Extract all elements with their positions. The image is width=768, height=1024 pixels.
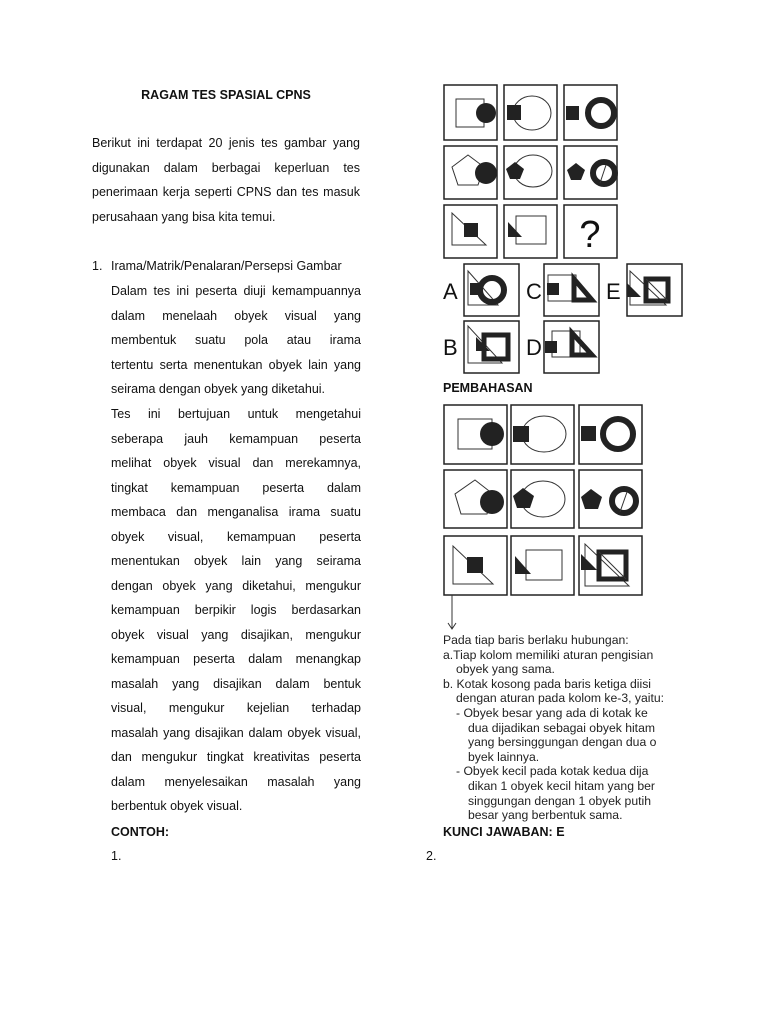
section-paragraph-2 (111, 402, 361, 819)
intro-line: perusahaan yang bisa kita temui. (92, 209, 276, 224)
para-line: membaca dan menganalisa irama suatu (111, 505, 361, 519)
explanation-line: a.Tiap kolom memiliki aturan pengisian (443, 647, 654, 662)
explanation-line: yang bersinggungan dengan dua o (468, 735, 657, 750)
para-line: masalah yang disajikan dalam bentuk (111, 676, 361, 691)
para-line: dengan obyek yang diketahui, mengukur (111, 578, 361, 593)
option-label: B (443, 335, 458, 360)
explanation-line: dikan 1 obyek kecil hitam yang ber (468, 778, 655, 793)
option-label: C (526, 279, 542, 304)
option-label: D (526, 335, 542, 360)
para-line: obyek visual, kemampuan peserta (111, 529, 361, 544)
intro-paragraph (92, 131, 360, 229)
para-line: Dalam tes ini peserta diuji kemampuannya (111, 284, 361, 298)
explanation-line: byek lainnya. (468, 749, 540, 764)
explanation-line: dengan aturan pada kolom ke-3, yaitu: (456, 691, 665, 706)
question-mark: ? (579, 214, 601, 256)
para-line: seberapa jauh kemampuan peserta (111, 431, 361, 446)
para-line: seirama dengan obyek yang diketahui. (111, 382, 326, 396)
explanation-line: besar yang berbentuk sama. (468, 808, 623, 823)
para-line: dalam menyelesaikan masalah yang (111, 774, 361, 789)
puzzle-row-1 (444, 85, 617, 140)
black-circle-icon (476, 103, 496, 123)
option-label: E (606, 279, 621, 304)
option-label: A (443, 279, 458, 304)
option-e[interactable] (606, 264, 682, 316)
puzzle-figure (440, 85, 690, 375)
para-line: melihat obyek visual dan merekamnya, (111, 456, 361, 470)
para-line: Tes ini bertujuan untuk mengetahui (111, 407, 361, 421)
explanation-line: Pada tiap baris berlaku hubungan: (443, 633, 629, 647)
explanation-line: b. Kotak kosong pada baris ketiga diisi (443, 676, 651, 691)
section-heading: Irama/Matrik/Penalaran/Persepsi Gambar (111, 259, 342, 273)
page-title: RAGAM TES SPASIAL CPNS (141, 88, 311, 102)
option-d[interactable] (526, 321, 599, 373)
intro-line: digunakan dalam berbagai keperluan tes (92, 160, 360, 175)
puzzle-row-3 (444, 205, 617, 258)
intro-line: penerimaan kerja seperti CPNS dan tes masuk (92, 185, 360, 199)
explanation-line: dua dijadikan sebagai obyek hitam (468, 720, 656, 735)
para-line: dalam menelaah obyek visual yang (111, 308, 361, 323)
contoh-label: CONTOH: (111, 825, 170, 839)
section-paragraph-1 (111, 279, 361, 402)
answer-key: KUNCI JAWABAN: E (443, 825, 565, 839)
example-number-2: 2. (426, 849, 437, 863)
option-b[interactable] (443, 321, 519, 373)
para-line: masalah yang disajikan dalam obyek visual, (111, 725, 361, 740)
option-c[interactable] (526, 264, 599, 316)
para-line: visual, mengukur kejelian terhadap (111, 701, 361, 715)
para-line: dan mengukur tingkat kreativitas peserta (111, 750, 361, 764)
option-a[interactable] (443, 264, 519, 316)
explanation-block (443, 633, 683, 823)
pembahasan-heading: PEMBAHASAN (443, 381, 533, 395)
puzzle-row-2 (444, 146, 617, 199)
example-number: 1. (111, 849, 122, 863)
para-line: tertentu serta menentukan obyek lain yang (111, 357, 361, 372)
explanation-line: - Obyek kecil pada kotak kedua dija (456, 764, 649, 779)
para-line: kemampuan berpikir logis berdasarkan (111, 603, 361, 617)
solution-figure (443, 404, 648, 629)
explanation-line: obyek yang sama. (456, 662, 555, 677)
explanation-line: singgungan dengan 1 obyek putih (468, 793, 651, 808)
para-line: membentuk suatu pola atau irama (111, 333, 361, 347)
para-line: tingkat kemampuan peserta dalam (111, 480, 361, 495)
intro-line: Berikut ini terdapat 20 jenis tes gambar yang (92, 136, 360, 150)
para-line: menentukan obyek lain yang seirama (111, 554, 361, 568)
para-line: kemampuan peserta dalam menangkap (111, 652, 361, 666)
section-number: 1. (92, 259, 103, 273)
para-line: obyek visual yang disajikan, mengukur (111, 627, 361, 642)
para-line: berbentuk obyek visual. (111, 799, 243, 813)
explanation-line: - Obyek besar yang ada di kotak ke (456, 705, 648, 720)
